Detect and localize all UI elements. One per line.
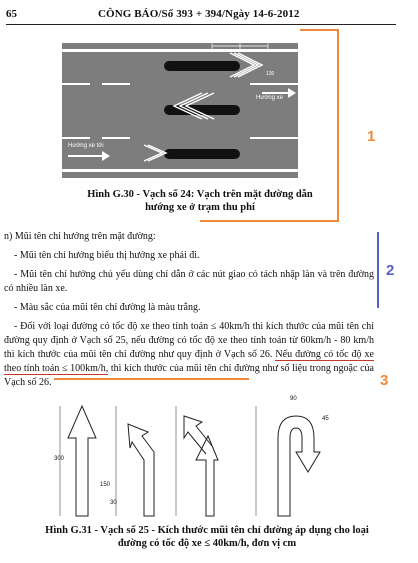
label-huong-xe-toi: Hướng xe tới: [68, 143, 104, 149]
item-1: - Mũi tên chỉ hướng biểu thị hướng xe phải đi.: [14, 250, 200, 261]
dim-1000: 1000: [212, 33, 226, 39]
annotation-bracket-1-bottom: [200, 220, 339, 222]
dim-45: 45: [322, 416, 329, 422]
figure31-caption-line2: đường có tốc độ xe ≤ 40km/h, đơn vị cm: [117, 538, 297, 549]
paragraph-speed-rest: thì kích thước của mũi tên chỉ đường như số liệu trong ngoặc của Vạch số 26.: [4, 363, 374, 388]
dim-500: 500: [244, 33, 255, 39]
toll-lane-diagram: [62, 33, 298, 178]
header-rule: [6, 24, 396, 25]
annotation-number-3: 3: [380, 372, 389, 389]
figure30-caption-line1: Hình G.30 - Vạch số 24: Vạch trên mặt đường dẫn: [87, 189, 313, 200]
figure30-caption-line2: hướng xe ở trạm thu phí: [145, 202, 255, 213]
page-header: [6, 8, 306, 24]
figure30-caption: [50, 188, 350, 214]
annotation-bracket-1-horiz: [300, 29, 339, 31]
item-3: - Màu sắc của mũi tên chỉ đường là màu trắng.: [14, 302, 201, 313]
figure31-caption: [12, 524, 402, 550]
item-2: - Mũi tên chỉ hướng chủ yếu dùng chỉ dẫn ở các nút giao có tách nhập làn và trên đường có nhiều làn xe.: [4, 269, 374, 294]
section-heading: n) Mũi tên chỉ hướng trên mặt đường:: [4, 231, 156, 242]
paragraph-speed-underlined: Nếu đường có tốc độ xe theo tính toán ≤ 100km/h,: [4, 349, 374, 374]
page-number: 65: [6, 8, 17, 20]
label-huong-xe: Hướng xe: [256, 95, 283, 101]
annotation-underline-3: [54, 378, 249, 380]
dim-90: 90: [290, 396, 297, 402]
gazette-title: CÔNG BÁO/Số 393 + 394/Ngày 14-6-2012: [98, 8, 300, 20]
dim-150-a: 150: [100, 482, 111, 488]
dim-30: 30: [110, 500, 117, 506]
annotation-number-2: 2: [386, 262, 395, 279]
paragraph-speed-a: - Đối với loại đường có tốc độ xe theo tính toán ≤ 40km/h thì kích thước của mũi tên chỉ đường quy định ở Vạch số 25, nếu đường có tốc độ xe theo tính toán từ 60km/h - 80 km/h thì kích thước của mũi tên chỉ đường như quy định ở Vạch số 26.: [4, 321, 374, 360]
tick-130: 130: [266, 71, 275, 77]
arrow-dimension-diagram: [56, 396, 338, 520]
annotation-bracket-2: [377, 232, 379, 308]
dim-300-a: 300: [54, 456, 65, 462]
figure31-caption-line1: Hình G.31 - Vạch số 25 - Kích thước mũi tên chỉ đường áp dụng cho loại: [45, 525, 369, 536]
annotation-number-1: 1: [367, 128, 376, 145]
